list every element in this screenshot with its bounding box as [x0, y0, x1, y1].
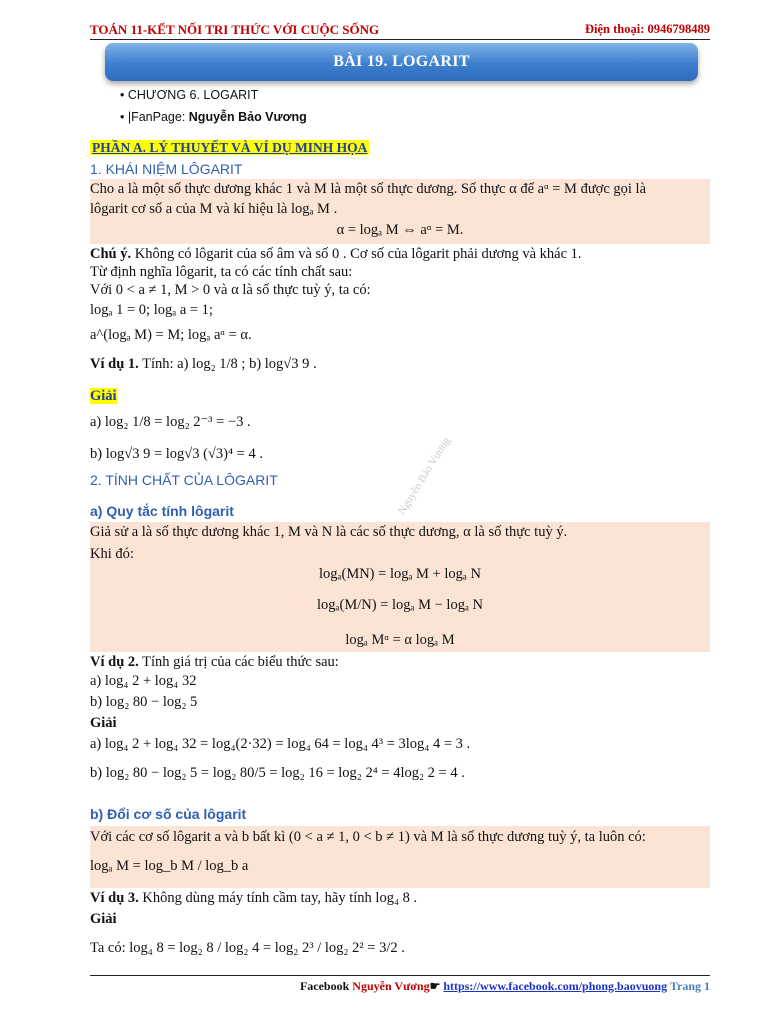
example-1-solution-label [90, 388, 117, 405]
rule-b-formula: logₐ M = log_b M / log_b a [90, 858, 249, 874]
rule-a-formula-2: logₐ(M/N) = logₐ M − logₐ N [317, 597, 483, 613]
example-2-a: a) log₄ 2 + log₄ 32 [90, 673, 197, 689]
page-header [90, 22, 710, 40]
example-2-b: b) log₂ 80 − log₂ 5 [90, 694, 198, 710]
rule-a-title: a) Quy tắc tính lôgarit [90, 503, 234, 519]
fanpage-label: • |FanPage: [120, 110, 189, 124]
example-1-text: Tính: a) log₂ 1/8 ; b) log√3 9 . [138, 356, 317, 372]
fanpage-name: Nguyễn Bảo Vương [188, 110, 307, 124]
header-left: TOÁN 11-KẾT NỐI TRI THỨC VỚI CUỘC SỐNG [90, 22, 380, 37]
note-text: Không có lôgarit của số âm và số 0 . Cơ số của lôgarit phải dương và khác 1. [131, 246, 582, 262]
definition-formula: α = logₐ M ⇔ aᵅ = M. [336, 222, 464, 238]
example-2-label: Ví dụ 2. [90, 654, 139, 670]
definition-line-2: lôgarit cơ số a của M và kí hiệu là logₐ M . [90, 201, 338, 217]
example-1 [90, 356, 317, 373]
example-2-solution-label [90, 715, 117, 732]
example-3 [90, 890, 417, 907]
giai-label-3: Giải [90, 911, 117, 927]
chapter-bullet: • CHƯƠNG 6. LOGARIT [120, 88, 259, 102]
example-2-solution-a: a) log₄ 2 + log₄ 32 = log₄(2·32) = log₄ 64 = log₄ 4³ = 3log₄ 4 = 3 . [90, 736, 471, 752]
example-3-solution: Ta có: log₄ 8 = log₂ 8 / log₂ 4 = log₂ 2³ / log₂ 2² = 3/2 . [90, 940, 405, 956]
property-intro: Từ định nghĩa lôgarit, ta có các tính chất sau: [90, 264, 353, 280]
rule-a-formula-3: logₐ Mᵅ = α logₐ M [345, 632, 455, 648]
lesson-title: BÀI 19. LOGARIT [105, 43, 698, 81]
footer-link[interactable]: https://www.facebook.com/phong.baovuong [443, 979, 668, 993]
property-1: logₐ 1 = 0; logₐ a = 1; [90, 302, 213, 318]
example-2-text: Tính giá trị của các biểu thức sau: [138, 654, 339, 670]
example-2-solution-b: b) log₂ 80 − log₂ 5 = log₂ 80/5 = log₂ 16 = log₂ 2⁴ = 4log₂ 2 = 4 . [90, 765, 465, 781]
note [90, 246, 582, 263]
example-1-label: Ví dụ 1. [90, 356, 139, 372]
part-a-title: PHẦN A. LÝ THUYẾT VÀ VÍ DỤ MINH HỌA [92, 140, 368, 155]
giai-label: Giải [90, 388, 117, 404]
rule-a-formula-1: logₐ(MN) = logₐ M + logₐ N [319, 566, 481, 582]
example-1-answer-a: a) log₂ 1/8 = log₂ 2⁻³ = −3 . [90, 414, 251, 430]
header-phone: Điện thoại: 0946798489 [585, 22, 710, 36]
note-label: Chú ý. [90, 246, 132, 262]
rule-a-then: Khi đó: [90, 546, 134, 562]
fanpage-bullet [120, 106, 307, 128]
pointing-hand-icon: ☛ [429, 979, 444, 993]
rule-a-text: Giả sử a là số thực dương khác 1, M và N là các số thực dương, α là số thực tuỳ ý. [90, 524, 568, 540]
example-3-text: Không dùng máy tính cầm tay, hãy tính log₄ 8 . [138, 890, 418, 906]
property-2: a^(logₐ M) = M; logₐ aᵅ = α. [90, 327, 252, 343]
rule-b-text: Với các cơ số lôgarit a và b bất kì (0 < a ≠ 1, 0 < b ≠ 1) và M là số thực dương tuỳ ý, ta luôn có: [90, 829, 646, 845]
section-2-title: 2. TÍNH CHẤT CỦA LÔGARIT [90, 472, 278, 488]
definition-line-1: Cho a là một số thực dương khác 1 và M là một số thực dương. Số thực α để aᵅ = M được gọi là [90, 181, 647, 197]
page-footer [90, 975, 710, 997]
rule-b-title: b) Đổi cơ số của lôgarit [90, 806, 247, 822]
footer-author: Nguyễn Vương [352, 979, 430, 993]
example-1-answer-b: b) log√3 9 = log√3 (√3)⁴ = 4 . [90, 446, 263, 462]
section-1-title: 1. KHÁI NIỆM LÔGARIT [90, 161, 243, 177]
watermark: Nguyễn Bảo Vương [395, 435, 453, 517]
example-3-label: Ví dụ 3. [90, 890, 139, 906]
giai-label-2: Giải [90, 715, 117, 731]
footer-facebook: Facebook [299, 979, 353, 993]
part-a-heading [90, 140, 369, 157]
property-condition: Với 0 < a ≠ 1, M > 0 và α là số thực tuỳ ý, ta có: [90, 282, 371, 298]
bullet-list [120, 84, 307, 128]
example-2 [90, 654, 339, 671]
example-3-solution-label [90, 911, 117, 928]
page-number: Trang 1 [667, 979, 710, 993]
